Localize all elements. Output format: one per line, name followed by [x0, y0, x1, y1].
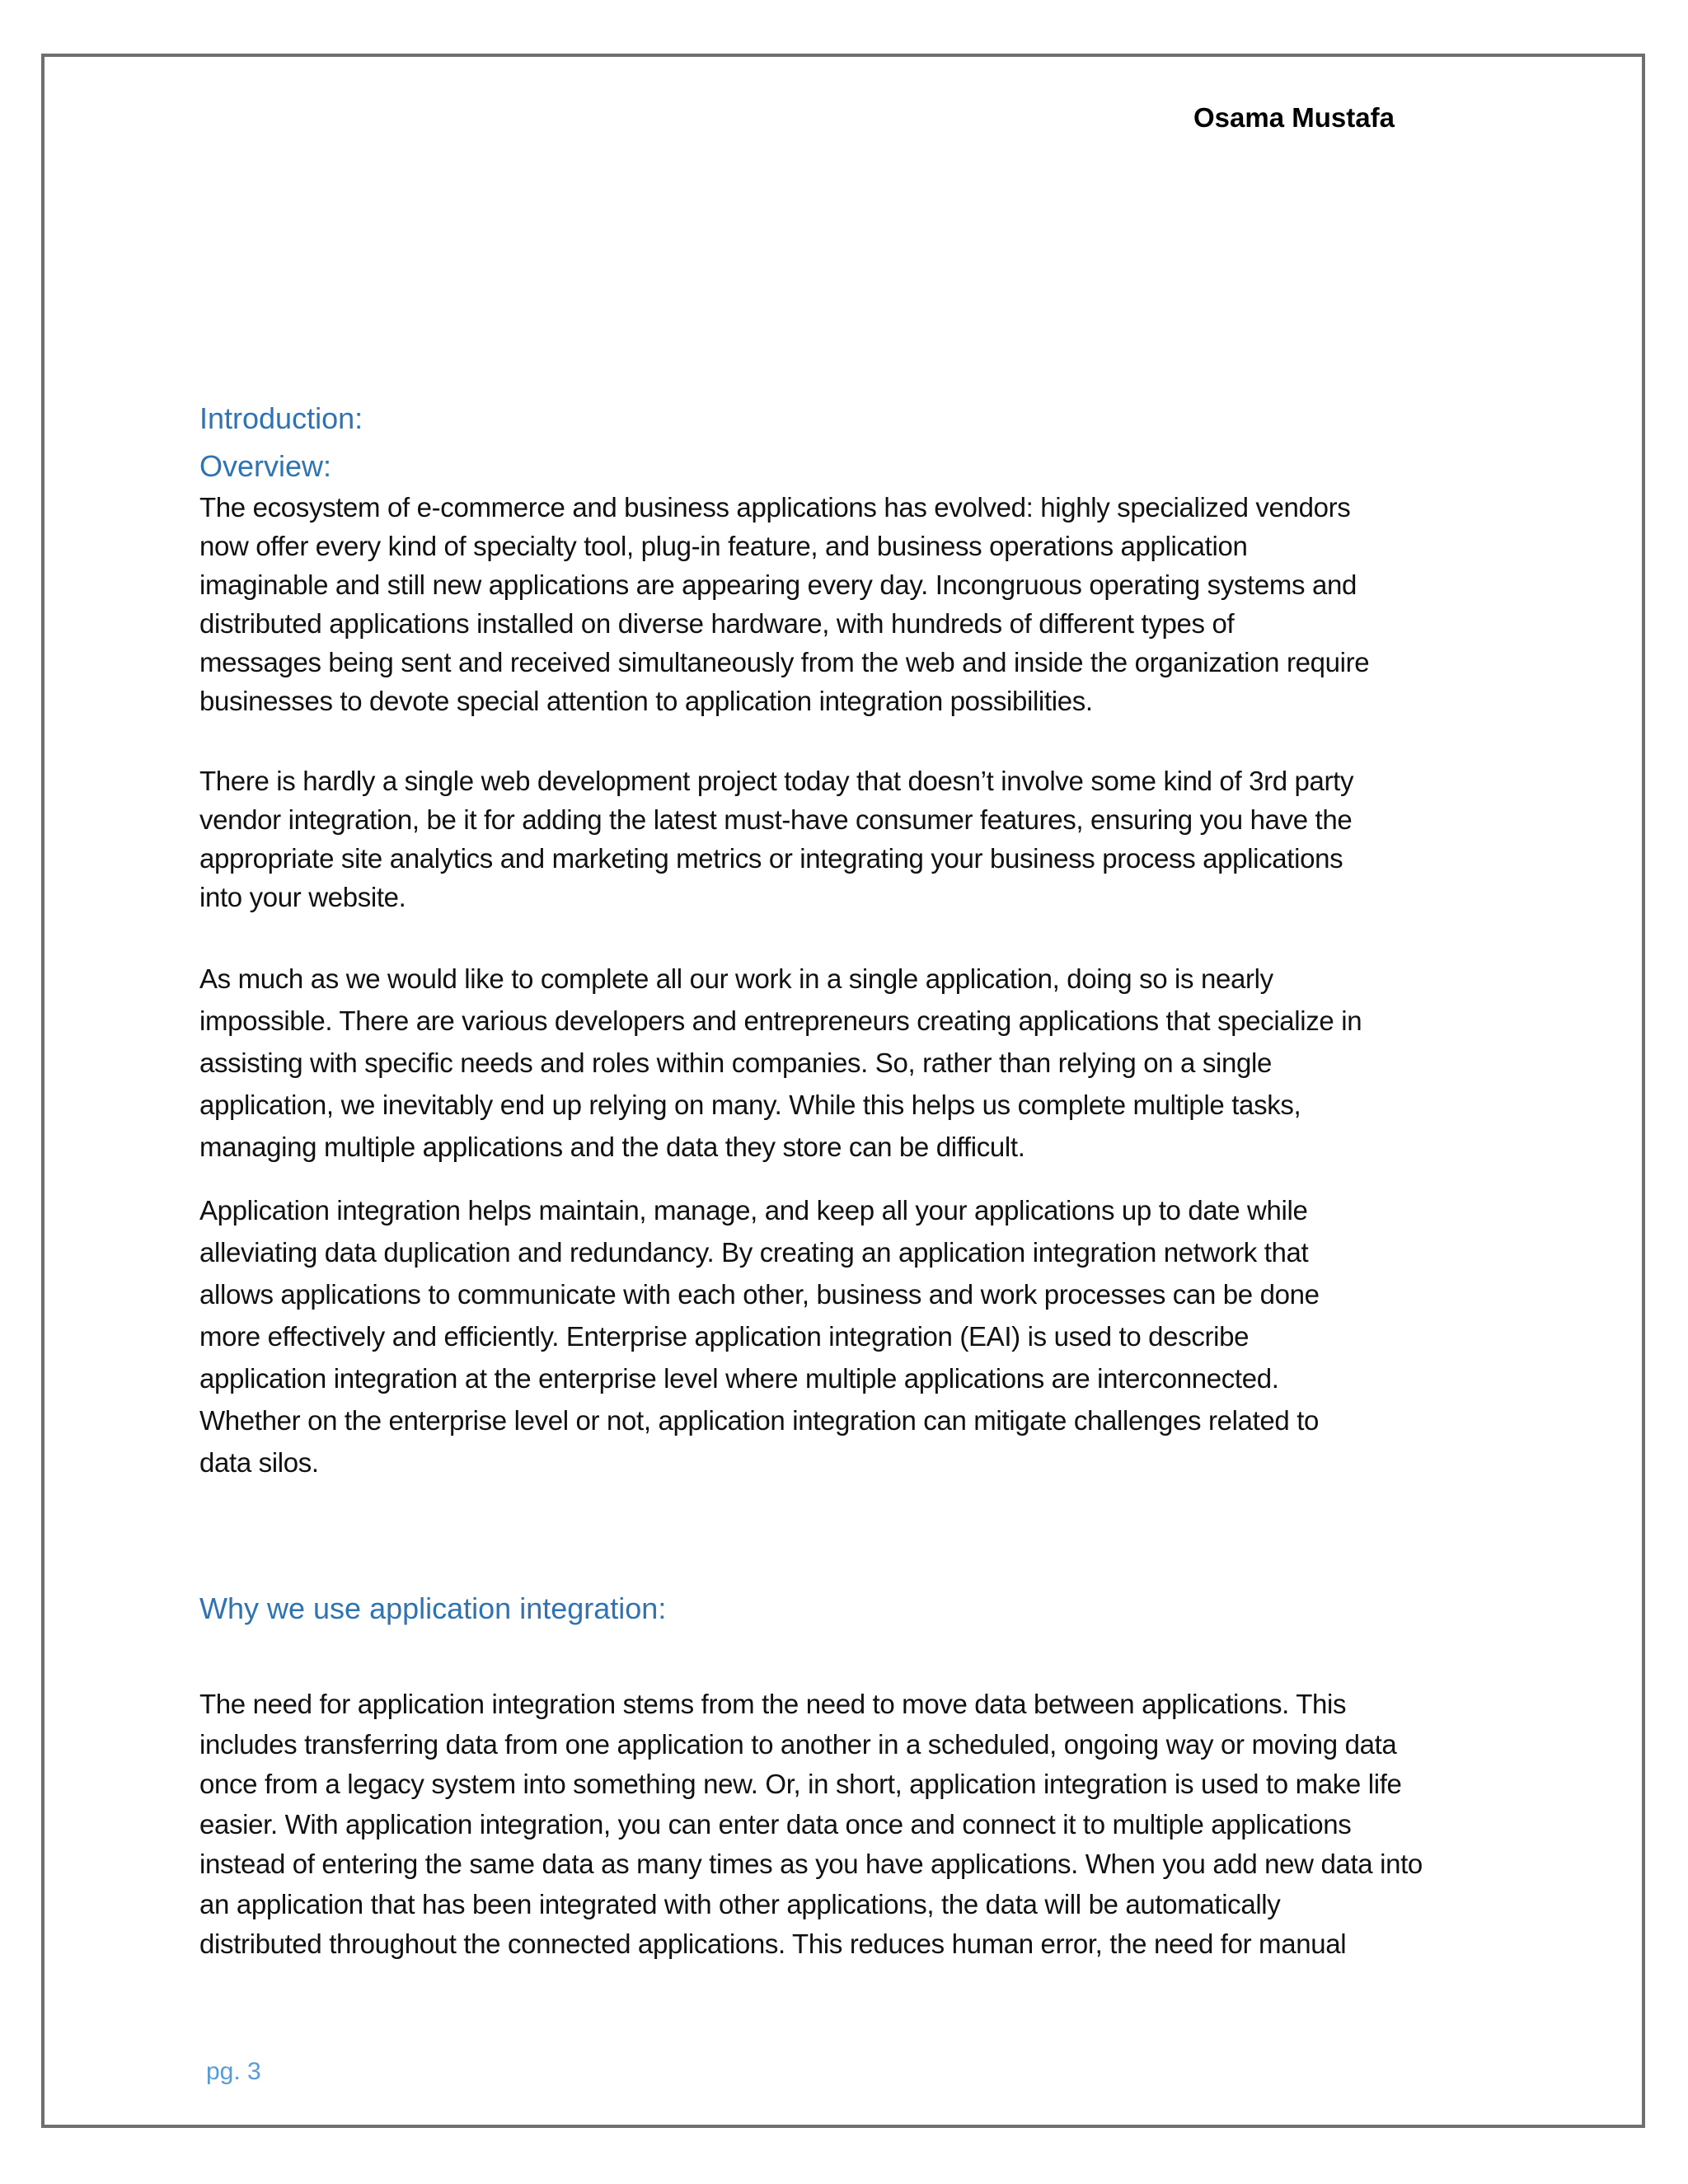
text-line: allows applications to communicate with each other, business and work processes can be done	[199, 1279, 1320, 1310]
overview-paragraph-1	[199, 488, 1495, 720]
text-line: impossible. There are various developers and entrepreneurs creating applications that specialize in	[199, 1005, 1362, 1036]
text-line: includes transferring data from one application to another in a scheduled, ongoing way or moving data	[199, 1728, 1397, 1760]
page-number: pg. 3	[206, 2058, 261, 2085]
text-line: data silos.	[199, 1447, 319, 1478]
text-line: more effectively and efficiently. Enterprise application integration (EAI) is used to describe	[199, 1321, 1250, 1352]
text-line: application, we inevitably end up relying on many. While this helps us complete multiple tasks,	[199, 1090, 1301, 1120]
text-line: assisting with specific needs and roles within companies. So, rather than relying on a single	[199, 1047, 1273, 1078]
text-line: distributed throughout the connected applications. This reduces human error, the need for manual	[199, 1929, 1347, 1959]
text-line: instead of entering the same data as many times as you have applications. When you add new data into	[199, 1849, 1423, 1879]
text-line: into your website.	[199, 882, 406, 912]
text-line: Application integration helps maintain, manage, and keep all your applications up to date while	[199, 1195, 1308, 1226]
overview-paragraph-4	[199, 1189, 1495, 1483]
text-line: application integration at the enterprise level where multiple applications are interconnected.	[199, 1363, 1279, 1394]
text-line: messages being sent and received simultaneously from the web and inside the organization require	[199, 647, 1370, 677]
why-heading: Why we use application integration:	[199, 1591, 667, 1625]
text-line: As much as we would like to complete all our work in a single application, doing so is nearly	[199, 963, 1273, 994]
document-body	[199, 399, 1495, 1965]
text-line: The need for application integration stems from the need to move data between applications. This	[199, 1689, 1347, 1719]
text-line: Whether on the enterprise level or not, application integration can mitigate challenges related to	[199, 1405, 1320, 1436]
text-line: The ecosystem of e-commerce and business applications has evolved: highly specialized vendors	[199, 492, 1351, 523]
text-line: easier. With application integration, you can enter data once and connect it to multiple applications	[199, 1808, 1352, 1840]
text-line: There is hardly a single web development project today that doesn’t involve some kind of 3rd party	[199, 766, 1354, 796]
text-line: vendor integration, be it for adding the latest must-have consumer features, ensuring you have the	[199, 804, 1353, 835]
text-line: alleviating data duplication and redundancy. By creating an application integration network that	[199, 1237, 1309, 1268]
text-line: businesses to devote special attention to application integration possibilities.	[199, 686, 1093, 716]
text-line: appropriate site analytics and marketing metrics or integrating your business process applications	[199, 843, 1343, 874]
overview-paragraph-2	[199, 762, 1495, 916]
text-line: distributed applications installed on diverse hardware, with hundreds of different types of	[199, 608, 1235, 639]
text-line: an application that has been integrated with other applications, the data will be automatically	[199, 1888, 1281, 1919]
text-line: once from a legacy system into something new. Or, in short, application integration is used to make life	[199, 1769, 1402, 1799]
overview-paragraph-3	[199, 958, 1495, 1168]
text-line: now offer every kind of specialty tool, plug-in feature, and business operations application	[199, 531, 1248, 561]
text-line: managing multiple applications and the data they store can be difficult.	[199, 1132, 1025, 1162]
why-paragraph-1	[199, 1685, 1495, 1965]
overview-heading: Overview:	[199, 449, 332, 483]
introduction-heading: Introduction:	[199, 401, 363, 435]
text-line: imaginable and still new applications are appearing every day. Incongruous operating systems and	[199, 569, 1357, 600]
author-name: Osama Mustafa	[1193, 102, 1395, 133]
